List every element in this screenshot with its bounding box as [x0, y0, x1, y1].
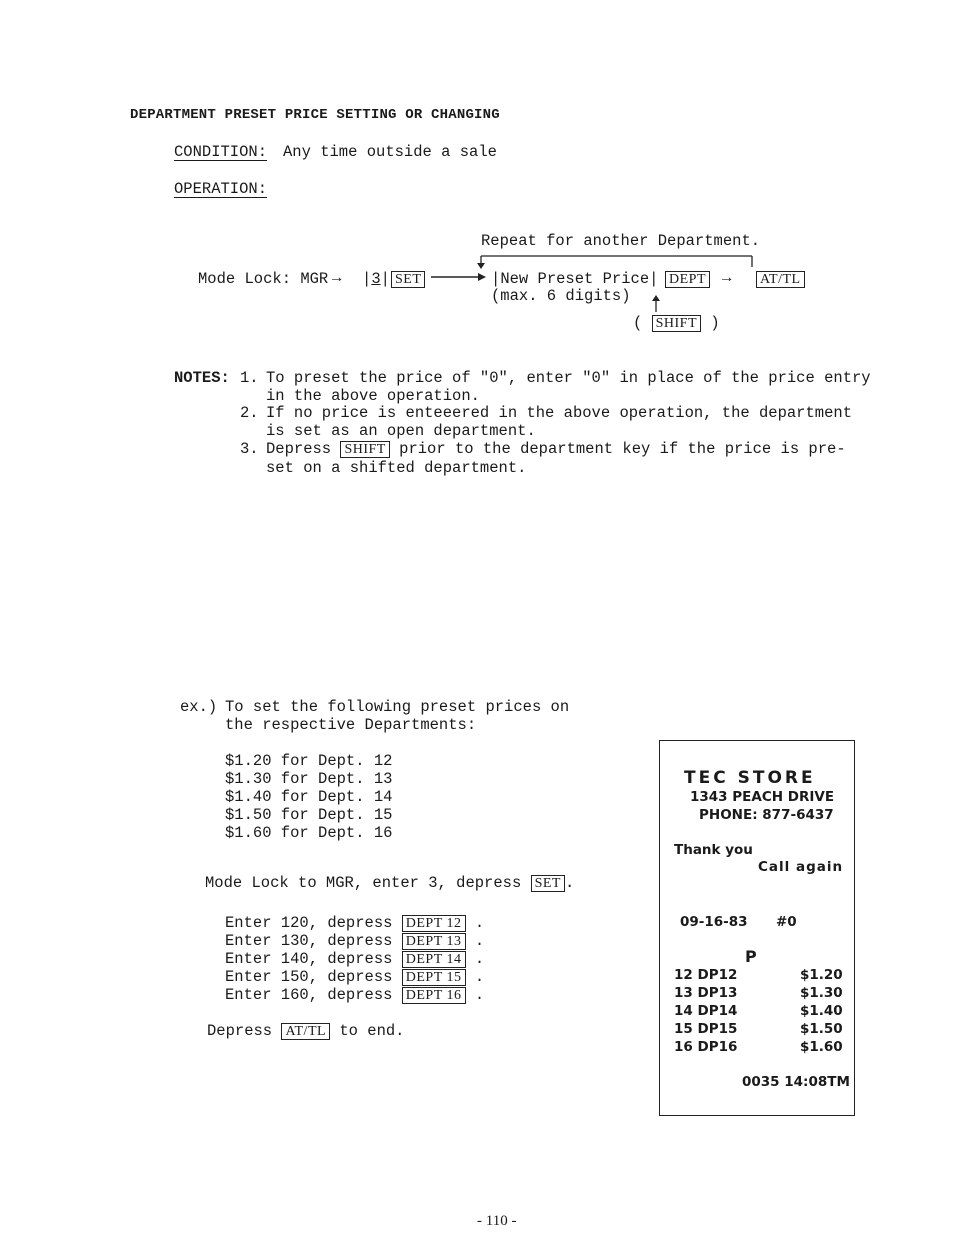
price-item: $1.20 for Dept. 12: [225, 752, 393, 770]
price-item: $1.40 for Dept. 14: [225, 788, 393, 806]
condition-label: CONDITION:: [174, 143, 268, 161]
receipt-store-name: TEC STORE: [684, 768, 816, 788]
enter-step: Enter 160, depress DEPT 16 .: [225, 986, 485, 1004]
receipt-number: #0: [776, 914, 797, 930]
number-key: |3|: [362, 270, 390, 288]
condition-text: Any time outside a sale: [283, 143, 497, 161]
arrow-icon-2: →: [722, 269, 732, 287]
note-3-number: 3.: [240, 440, 259, 458]
receipt-line-amount: $1.40: [800, 1003, 843, 1019]
mode-instruction: Mode Lock to MGR, enter 3, depress SET .: [205, 874, 575, 892]
max-digits-note: (max. 6 digits): [491, 287, 631, 305]
note-2-number: 2.: [240, 404, 259, 422]
price-item: $1.60 for Dept. 16: [225, 824, 393, 842]
receipt-p-mark: P: [745, 947, 757, 966]
note-2-line-1: If no price is enteeered in the above operation, the department: [266, 404, 852, 422]
note-3-line-2: set on a shifted department.: [266, 459, 527, 477]
receipt-line-dept: 16 DP16: [674, 1039, 738, 1055]
arrow-icon: →: [332, 269, 342, 287]
receipt-footer: 0035 14:08TM: [742, 1074, 850, 1090]
example-intro-2: the respective Departments:: [225, 716, 477, 734]
example-intro-1: To set the following preset prices on: [225, 698, 570, 716]
end-instruction: Depress AT/TL to end.: [207, 1022, 405, 1040]
long-arrow-icon: [430, 271, 488, 283]
notes-label: NOTES:: [174, 369, 230, 387]
repeat-label: Repeat for another Department.: [481, 232, 761, 250]
attl-key: AT/TL: [756, 270, 805, 288]
receipt-line-amount: $1.30: [800, 985, 843, 1001]
operation-label: OPERATION:: [174, 180, 268, 198]
shift-key-optional: ( SHIFT ): [633, 314, 720, 332]
receipt: [659, 740, 855, 1116]
receipt-line-amount: $1.50: [800, 1021, 843, 1037]
receipt-line-amount: $1.20: [800, 967, 843, 983]
new-preset-price: |New Preset Price|: [491, 270, 659, 288]
enter-step: Enter 130, depress DEPT 13 .: [225, 932, 485, 950]
enter-step: Enter 120, depress DEPT 12 .: [225, 914, 485, 932]
note-3-line-1: Depress SHIFT prior to the department key if the price is pre-: [266, 440, 846, 458]
receipt-call-again: Call again: [758, 859, 844, 875]
page-title: DEPARTMENT PRESET PRICE SETTING OR CHANGING: [130, 107, 500, 123]
note-1-line-1: To preset the price of "0", enter "0" in place of the price entry: [266, 369, 871, 387]
receipt-line-dept: 15 DP15: [674, 1021, 738, 1037]
note-1-line-2: in the above operation.: [266, 387, 480, 405]
dept-key: DEPT: [665, 270, 710, 288]
mode-lock-label: Mode Lock: MGR: [198, 270, 329, 288]
note-2-line-2: is set as an open department.: [266, 422, 536, 440]
example-label: ex.): [180, 698, 218, 716]
price-item: $1.50 for Dept. 15: [225, 806, 393, 824]
receipt-address: 1343 PEACH DRIVE: [690, 789, 835, 805]
receipt-line-dept: 13 DP13: [674, 985, 738, 1001]
enter-step: Enter 140, depress DEPT 14 .: [225, 950, 485, 968]
set-key: SET: [391, 270, 425, 288]
page-number: - 110 -: [477, 1213, 517, 1229]
receipt-line-amount: $1.60: [800, 1039, 843, 1055]
receipt-date: 09-16-83: [680, 914, 748, 930]
price-item: $1.30 for Dept. 13: [225, 770, 393, 788]
receipt-line-dept: 12 DP12: [674, 967, 738, 983]
note-1-number: 1.: [240, 369, 259, 387]
receipt-line-dept: 14 DP14: [674, 1003, 738, 1019]
enter-step: Enter 150, depress DEPT 15 .: [225, 968, 485, 986]
receipt-thank-you: Thank you: [674, 842, 753, 858]
receipt-phone: PHONE: 877-6437: [699, 807, 834, 823]
